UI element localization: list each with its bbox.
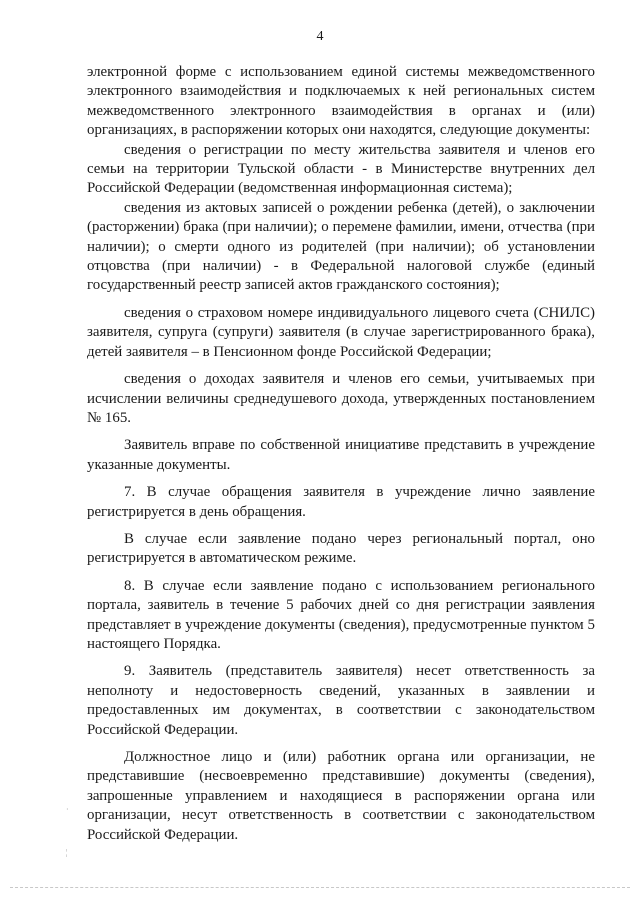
paragraph-own-initiative: Заявитель вправе по собственной инициативе представить в учреждение указанные документы. — [87, 437, 595, 473]
paragraph-item-9: 9. Заявитель (представитель заявителя) несет ответственность за неполноту и недостоверность сведений, указанных в заявлении и предоставленных им документах, в соответствии с законодательством Российской Федерации. — [87, 663, 595, 738]
paragraph-portal-registration: В случае если заявление подано через региональный портал, оно регистрируется в автоматическом режиме. — [87, 530, 595, 567]
paragraph-residence-registration: сведения о регистрации по месту жительства заявителя и членов его семьи на территории Тульской области - в Министерстве внутренних дел Российской Федерации (ведомственная информационная система); — [87, 141, 595, 197]
margin-speck: ¦ — [66, 848, 68, 857]
paragraph-income: сведения о доходах заявителя и членов его семьи, учитываемых при исчислении величины среднедушевого дохода, утвержденных постановлением № 165. — [87, 371, 595, 426]
paragraph-item-7: 7. В случае обращения заявителя в учреждение лично заявление регистрируется в день обращения. — [87, 484, 595, 520]
paragraph-item-8: 8. В случае если заявление подано с использованием регионального портала, заявитель в течение 5 рабочих дней со дня регистрации заявления представляет в учреждение документы (сведения), предусмотренные пунктом 5 настоящего Порядка. — [87, 577, 595, 652]
paragraph-snils: сведения о страховом номере индивидуального лицевого счета (СНИЛС) заявителя, супруга (супруги) заявителя (в случае зарегистрированного брака), детей заявителя – в Пенсионном фонде Российской Федерации; — [87, 304, 595, 360]
paragraph-continuation: электронной форме с использованием единой системы межведомственного электронного взаимодействия и подключаемых к ней региональных систем межведомственного электронного взаимодействия в органах и (или) организациях, в распоряжении которых они находятся, следующие документы: — [87, 64, 595, 139]
document-body — [87, 63, 595, 845]
margin-speck: · — [66, 805, 69, 814]
paragraph-official-responsibility: Должностное лицо и (или) работник органа или организации, не представившие (несвоевременно представившие) документы (сведения), запрошенные управлением и находящиеся в распоряжении органа или организации, несут ответственность в соответствии с законодательством Российской Федерации. — [87, 749, 595, 843]
paragraph-civil-records: сведения из актовых записей о рождении ребенка (детей), о заключении (расторжении) брака (при наличии); о перемене фамилии, имени, отчества (при наличии); о смерти одного из родителей (при наличии); об установлении отцовства (при наличии) - в Федеральной налоговой службе (единый государственный реестр записей актов гражданского состояния); — [87, 199, 595, 294]
scan-edge-line — [10, 887, 630, 888]
page-number: 4 — [316, 29, 324, 44]
